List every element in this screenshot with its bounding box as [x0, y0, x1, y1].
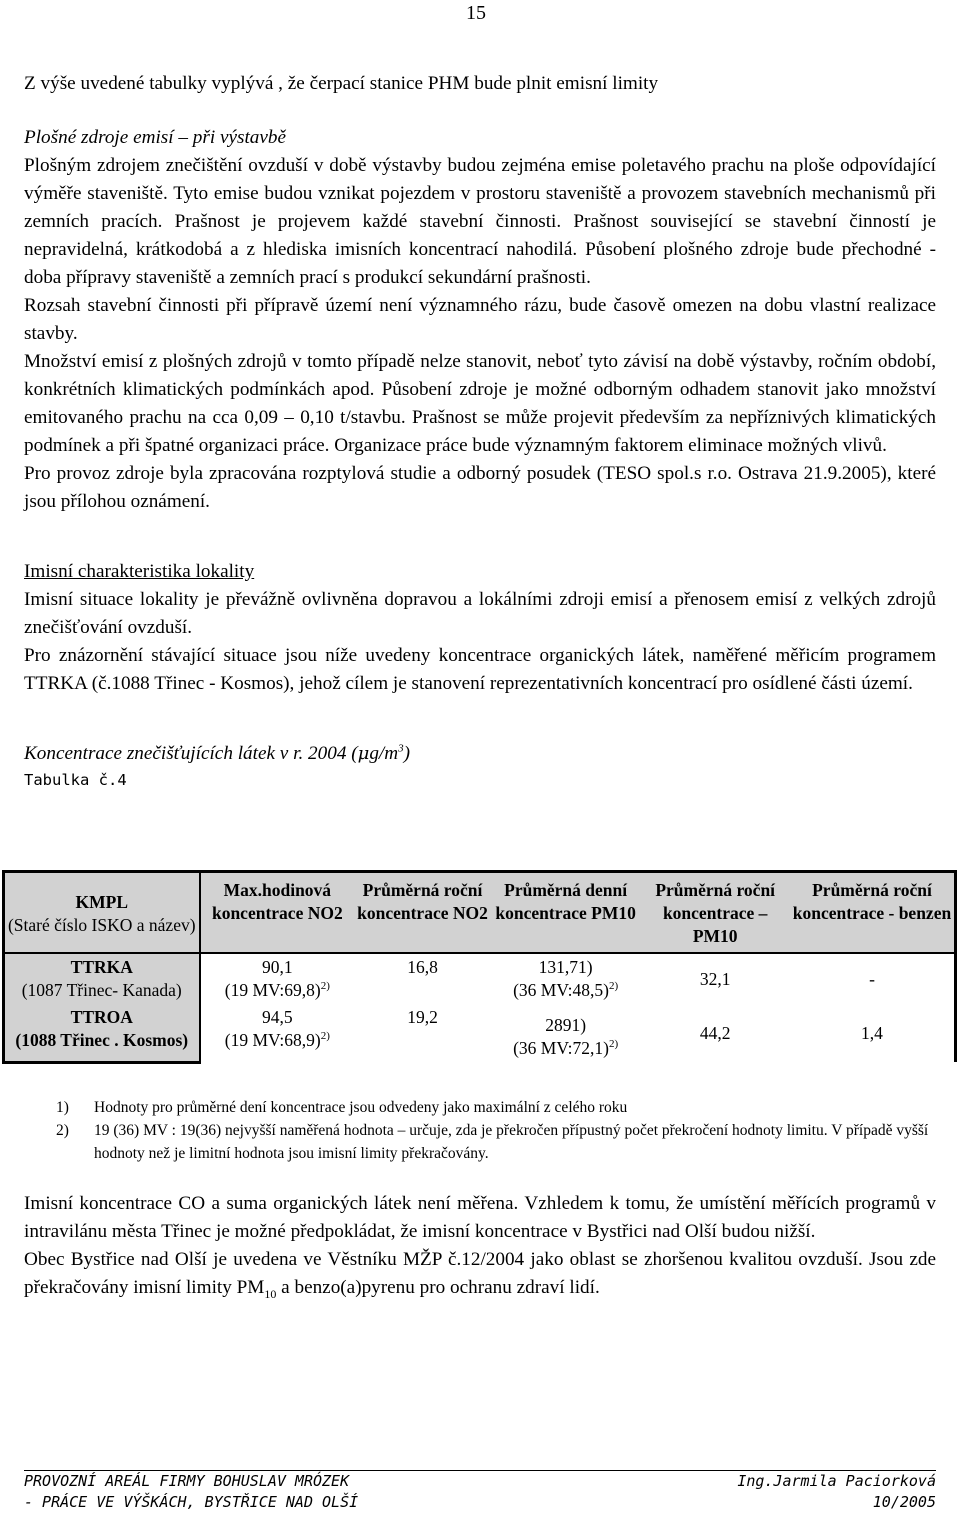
footer-author: Ing.Jarmila Paciorková	[737, 1472, 936, 1490]
header-max-hourly-no2: Max.hodinová koncentrace NO2	[200, 872, 355, 954]
header-annual-no2: Průměrná roční koncentrace NO2	[354, 872, 491, 954]
header-daily-pm10: Průměrná denní koncentrace PM10	[491, 872, 641, 954]
table-footnotes	[56, 1096, 936, 1165]
header-annual-pm10: Průměrná roční koncentrace – PM10	[640, 872, 790, 954]
paragraph-area-sources: Plošným zdrojem znečištění ovzduší v době výstavby budou zejména emise poletavého prachu na ploše odpovídající výměře staveniště. Tyto emise budou vznikat pojezdem v prostoru staveniště a provozem stavebních mechanismů při zemních pracích. Prašnost je projevem každé stavební činnosti. Prašnost související se stavební činností je nepravidelná, krátkodobá a z hlediska imisních koncentrací nahodilá. Působení plošného zdroje bude přechodné - doba přípravy staveniště a zemních prací s produkcí sekundární prašnosti.	[24, 155, 936, 288]
header-kmpl: KMPL (Staré číslo ISKO a název)	[4, 872, 200, 954]
cell-daily-pm10: 131,71) (36 MV:48,5)$^{2)}$	[513, 957, 619, 1000]
paragraph-dispersion-study: Pro provoz zdroje byla zpracována rozptylová studie a odborný posudek (TESO spol.s r.o. Ostrava 21.9.2005), které jsou přílohou oznámení.	[24, 463, 936, 512]
table-header-row	[4, 872, 956, 954]
concentration-table	[2, 870, 957, 1064]
footnote: 1) Hodnoty pro průměrné dení koncentrace jsou odvedeny jako maximální z celého roku	[56, 1099, 628, 1116]
paragraph-air-quality-area: Obec Bystřice nad Olší je uvedena ve Věstníku MŽP č.12/2004 jako oblast se zhoršenou kvalitou ovzduší. Jsou zde překračovány imisní limity $PM_{10}$ a benzo(a)pyrenu pro ochranu zdraví lidí.	[24, 1249, 936, 1301]
main-content	[24, 70, 936, 790]
paragraph-emission-amount: Množství emisí z plošných zdrojů v tomto případě nelze stanovit, neboť tyto závisí na době výstavby, ročním období, konkrétních klimatických podmínkách apod. Působení zdroje je možné odborným odhadem stanovit jako množství emitovaného prachu na cca 0,09 – 0,10 t/stavbu. Prašnost se může projevit především za nepříznivých klimatických podmínek a při špatné organizaci práce. Organizace práce bude významným faktorem eliminace možných vlivů.	[24, 351, 936, 456]
station-cell: TTRKA (1087 Třinec- Kanada)	[4, 953, 200, 1004]
table-row	[4, 953, 956, 1004]
page-number: 15	[466, 2, 486, 24]
header-annual-benzene: Průměrná roční koncentrace - benzen	[790, 872, 956, 954]
intro-paragraph: Z výše uvedené tabulky vyplývá , že čerpací stanice PHM bude plnit emisní limity	[24, 73, 659, 94]
paragraph-immission-situation: Imisní situace lokality je převážně ovlivněna dopravou a lokálními zdroji emisí a přenosem emisí z velkých zdrojů znečišťování ovzduší.	[24, 589, 936, 638]
footer-project-subtitle: - PRÁCE VE VÝŠKÁCH, BYSTŘICE NAD OLŠÍ	[24, 1493, 359, 1511]
cell-daily-pm10: 2891) (36 MV:72,1)$^{2)}$	[513, 1015, 619, 1058]
footnote: 2) 19 (36) MV : 19(36) nejvyšší naměřená hodnota – určuje, zda je překročen přípustný počet překročení hodnoty limitu. V případě vyšší hodnoty než je limitní hodnota jsou imisní limity překračovány.	[56, 1122, 929, 1162]
paragraph-measurement-program: Pro znázornění stávající situace jsou níže uvedeny koncentrace organických látek, naměřené měřicím programem TTRKA (č.1088 Třinec - Kosmos), jehož cílem je stanovení reprezentativních koncentrací pro osídlené části území.	[24, 645, 936, 694]
table-title: Koncentrace znečišťujících látek v r. 2004 $(\mu g/m^3)$	[24, 742, 410, 764]
page-footer	[24, 1470, 936, 1513]
section-heading-area-sources: Plošné zdroje emisí – při výstavbě	[24, 127, 287, 148]
cell-annual-pm10: 44,2	[699, 1022, 731, 1043]
cell-annual-pm10: 32,1	[699, 968, 731, 989]
table-label: Tabulka č.4	[24, 771, 127, 789]
cell-max-hourly-no2: 90,1 (19 MV:69,8)$^{2)}$	[224, 957, 330, 1000]
cell-max-hourly-no2: 94,5 (19 MV:68,9)$^{2)}$	[224, 1007, 330, 1050]
station-cell: TTROA (1088 Třinec . Kosmos)	[4, 1004, 200, 1062]
cell-annual-benzene: 1,4	[790, 1004, 956, 1062]
table-row	[4, 1004, 956, 1062]
cell-annual-benzene: -	[790, 953, 956, 1004]
cell-annual-no2: 16,8	[407, 957, 438, 977]
footer-project-title: PROVOZNÍ AREÁL FIRMY BOHUSLAV MRÓZEK	[24, 1472, 350, 1490]
paragraph-co-measurement: Imisní koncentrace CO a suma organických látek není měřena. Vzhledem k tomu, že umístění měřících programů v intravilánu města Třinec je možné předpokládat, že imisní koncentrace v Bystřici nad Olší budou nižší.	[24, 1193, 936, 1242]
paragraph-construction-scope: Rozsah stavební činnosti při přípravě území není významného rázu, bude časově omezen na dobu vlastní realizace stavby.	[24, 295, 936, 344]
closing-content	[24, 1190, 936, 1302]
footer-date: 10/2005	[872, 1493, 936, 1511]
section-heading-immission: Imisní charakteristika lokality	[24, 561, 255, 582]
cell-annual-no2: 19,2	[407, 1007, 438, 1027]
